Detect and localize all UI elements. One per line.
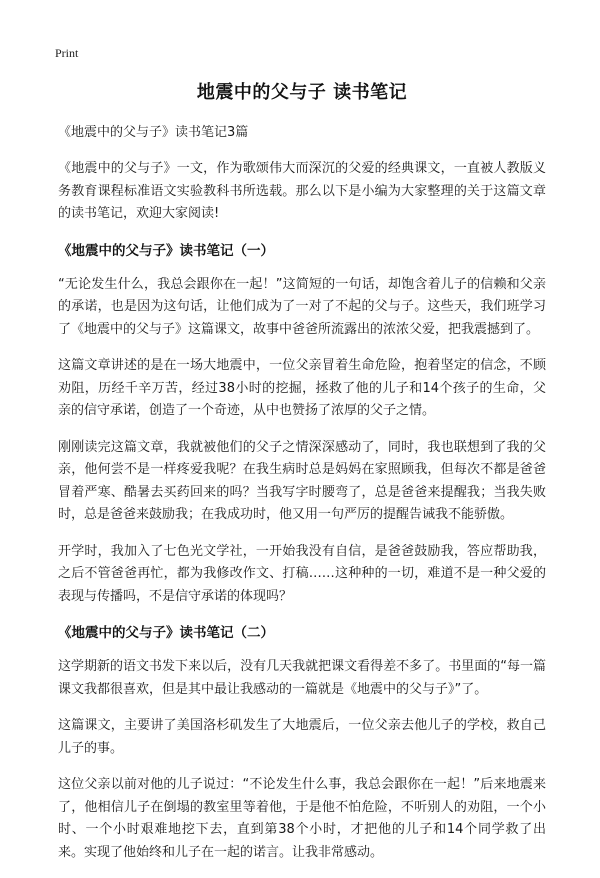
- section-heading: 《地震中的父与子》读书笔记（二）: [58, 625, 274, 641]
- subtitle: 《地震中的父与子》读书笔记3篇: [58, 125, 249, 140]
- section-heading: 《地震中的父与子》读书笔记（一）: [58, 242, 274, 259]
- paragraph: 这学期新的语文书发下来以后，没有几天我就把课文看得差不多了。书里面的“每一篇课文我都很喜欢，但是其中最让我感动的一篇就是《地震中的父与子》”了。: [58, 659, 546, 697]
- paragraph: 这位父亲以前对他的儿子说过：“不论发生什么事，我总会跟你在一起！”后来地震来了，他相信儿子在倒塌的教室里等着他，于是他不怕危险，不听别人的劝阻，一个小时、一个小时艰难地挖下去，直到第38个小时，才把他的儿子和14个同学救了出来。实现了他始终和儿子在一起的诺言。让我非常感动。: [58, 777, 546, 860]
- paragraph: 刚刚读完这篇文章，我就被他们的父子之情深深感动了，同时，我也联想到了我的父亲，他何尝不是一样疼爱我呢？在我生病时总是妈妈在家照顾我，但每次不都是爸爸冒着严寒、酷暑去买药回来的吗？当我写字时腰弯了，总是爸爸来提醒我；当我失败时，总是爸爸来鼓励我；在我成功时，他又用一句严厉的提醒告诫我不能骄傲。: [58, 439, 546, 522]
- paragraph: 开学时，我加入了七色光文学社，一开始我没有自信，是爸爸鼓励我，答应帮助我，之后不管爸爸再忙，都为我修改作文、打稿……这种种的一切，难道不是一种父爱的表现与传播吗，不是信守承诺的体现吗？: [58, 543, 546, 604]
- document-page: [58, 78, 546, 878]
- section-1: [58, 240, 546, 609]
- page-title: 地震中的父与子 读书笔记: [196, 82, 408, 103]
- paragraph: 这篇文章讲述的是在一场大地震中，一位父亲冒着生命危险，抱着坚定的信念，不顾劝阻，历经千辛万苦，经过38小时的挖掘，拯救了他的儿子和14个孩子的生命，父亲的信守承诺，创造了一个奇迹，从中也赞扬了浓厚的父子之情。: [58, 358, 546, 418]
- paragraph: “无论发生什么，我总会跟你在一起！”这简短的一句话，却饱含着儿子的信赖和父亲的承诺，也是因为这句话，让他们成为了一对了不起的父与子。这些天，我们班学习了《地震中的父与子》这篇课文，故事中爸爸所流露出的浓浓父爱，把我震撼到了。: [58, 276, 546, 337]
- paragraph: 这篇课文，主要讲了美国洛杉矶发生了大地震后，一位父亲去他儿子的学校，救自己儿子的事。: [58, 718, 546, 756]
- intro-paragraph: 《地震中的父与子》一文，作为歌颂伟大而深沉的父爱的经典课文，一直被人教版义务教育课程标准语文实验教科书所选载。那么以下是小编为大家整理的关于这篇文章的读书笔记，欢迎大家阅读!: [58, 161, 546, 221]
- print-link[interactable]: Print: [55, 46, 79, 60]
